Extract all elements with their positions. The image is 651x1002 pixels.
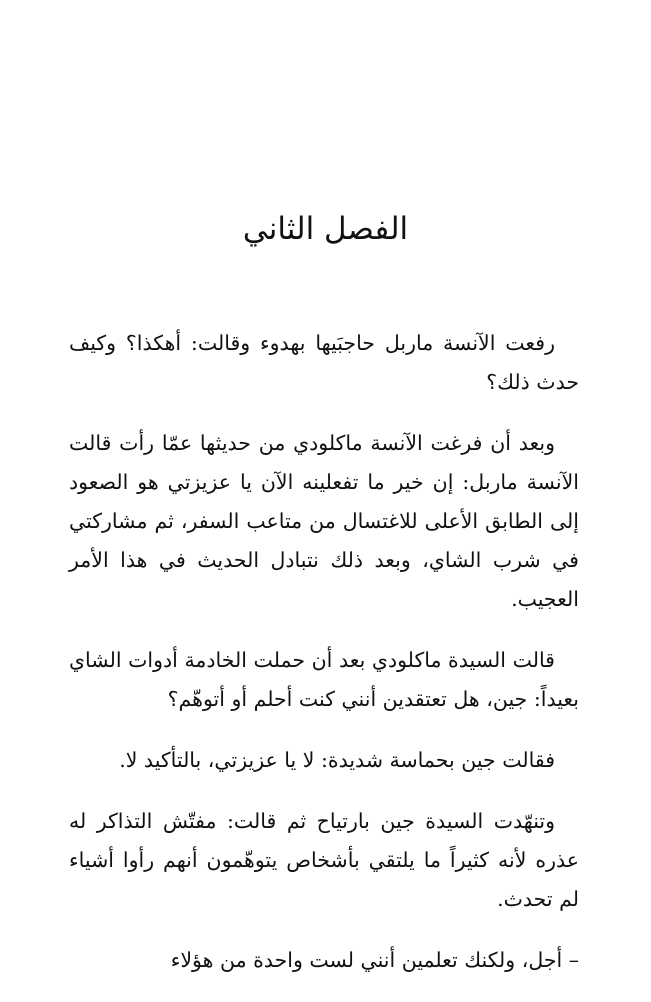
paragraph: فقالت جين بحماسة شديدة: لا يا عزيزتي، بالتأكيد لا. [119,748,555,772]
paragraph: قالت السيدة ماكلودي بعد أن حملت الخادمة أدوات الشاي بعيداً: جين، هل تعتقدين أنني كنت أحلم أو أتوهّم؟ [69,648,579,711]
paragraph: وتنهّدت السيدة جين بارتياح ثم قالت: مفتّش التذاكر له عذره لأنه كثيراً ما يلتقي بأشخاص يتوهّمون أنهم رأوا أشياء لم تحدث. [69,809,579,911]
paragraph-dialogue: – أجل، ولكنك تعلمين أنني لست واحدة من هؤلاء [170,948,579,972]
paragraph: رفعت الآنسة ماربل حاجبَيها بهدوء وقالت: أهكذا؟ وكيف حدث ذلك؟ [69,331,579,394]
chapter-body [69,324,579,1002]
paragraph: وبعد أن فرغت الآنسة ماكلودي من حديثها عمّا رأت قالت الآنسة ماربل: إن خير ما تفعلينه الآن يا عزيزتي هو الصعود إلى الطابق الأعلى للاغتسال من متاعب السفر، ثم مشاركتي في شرب الشاي، وبعد ذلك نتبادل الحديث في هذا الأمر العجيب. [69,431,579,611]
chapter-title: الفصل الثاني [242,211,409,247]
